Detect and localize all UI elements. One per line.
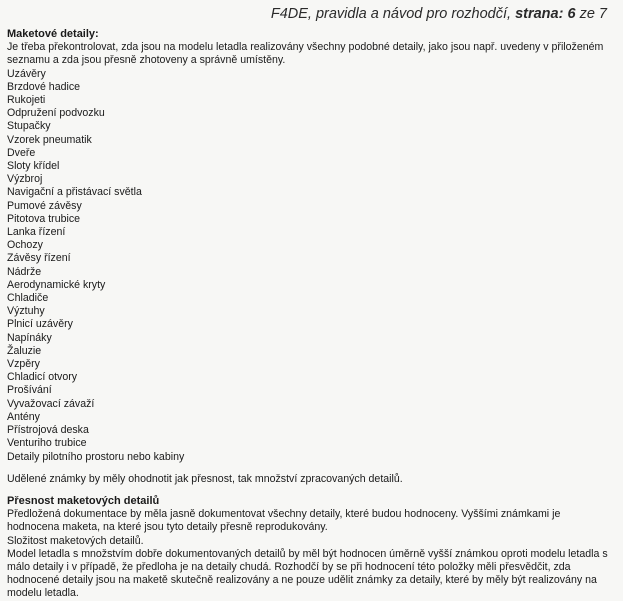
header-page-total: 7 [598,6,607,22]
list-item: Chladicí otvory [7,371,78,384]
list-item: Nádrže [7,265,42,278]
header-document-title: F4DE, pravidla a návod pro rozhodčí, [270,6,512,22]
list-item: Aerodynamické kryty [7,278,106,291]
list-item: Plnicí uzávěry [7,318,73,331]
list-item: Přístrojová deska [7,424,89,437]
list-item: Prošívání [7,384,52,397]
list-item: Venturiho trubice [7,437,87,450]
list-item: Vyvažovací závaží [7,397,95,410]
list-item: Odpružení podvozku [7,107,105,120]
list-item: Sloty křídel [7,160,60,173]
closing-paragraph: Udělené známky by měly ohodnotit jak přesnost, tak množství zpracovaných detailů. [7,472,403,485]
list-item: Napínáky [7,331,52,344]
header-page-label: strana: [515,6,564,22]
list-item: Výztuhy [7,305,45,318]
section-title-accuracy: Přesnost maketových detailů [7,494,160,507]
list-item: Navigační a přistávací světla [7,186,142,199]
section-title-scale-details: Maketové detaily: [7,28,99,40]
list-item: Vzpěry [7,358,40,371]
document-body [7,28,613,601]
list-item: Brzdové hadice [7,80,81,93]
complexity-paragraph: Model letadla s množstvím dobře dokumentovaných detailů by měl být hodnocen úměrně vyšší známkou oproti modelu letadla s málo detaily i v případě, že předloha je na detaily chudá. Rozhodčí by se při hodnocení této položky měli přesvědčit, zda hodnocené detaily jsou na maketě skutečně realizovány a ne pouze udělit známky za detaily, které by měly být realizovány na modelu letadla. [7,547,608,600]
complexity-subheading: Složitost maketových detailů. [7,534,144,547]
list-item: Chladiče [7,292,49,305]
list-item: Rukojeti [7,94,46,107]
list-item: Detaily pilotního prostoru nebo kabiny [7,450,185,463]
list-item: Antény [7,410,40,423]
header-page-current: 6 [567,6,576,22]
section-intro-paragraph: Je třeba překontrolovat, zda jsou na modelu letadla realizovány všechny podobné detaily, jako jsou např. uvedeny v přiloženém seznamu a zda jsou přesně zhotoveny a správně umístěny. [7,41,604,67]
detail-list [7,68,613,464]
list-item: Závěsy řízení [7,252,71,265]
list-item: Dveře [7,146,36,159]
list-item: Ochozy [7,239,43,252]
list-item: Stupačky [7,120,51,133]
list-item: Pumové závěsy [7,199,82,212]
page-header [271,6,607,22]
list-item: Uzávěry [7,67,46,80]
list-item: Výzbroj [7,173,43,186]
list-item: Pitotova trubice [7,212,81,225]
list-item: Vzorek pneumatik [7,133,92,146]
header-page-separator: ze [579,6,595,22]
list-item: Žaluzie [7,344,42,357]
accuracy-paragraph: Předložená dokumentace by měla jasně dokumentovat všechny detaily, které budou hodnoceny. Vyššími známkami je hodnocena maketa, na které jsou tyto detaily přesně reprodukovány. [7,508,561,534]
list-item: Lanka řízení [7,226,66,239]
